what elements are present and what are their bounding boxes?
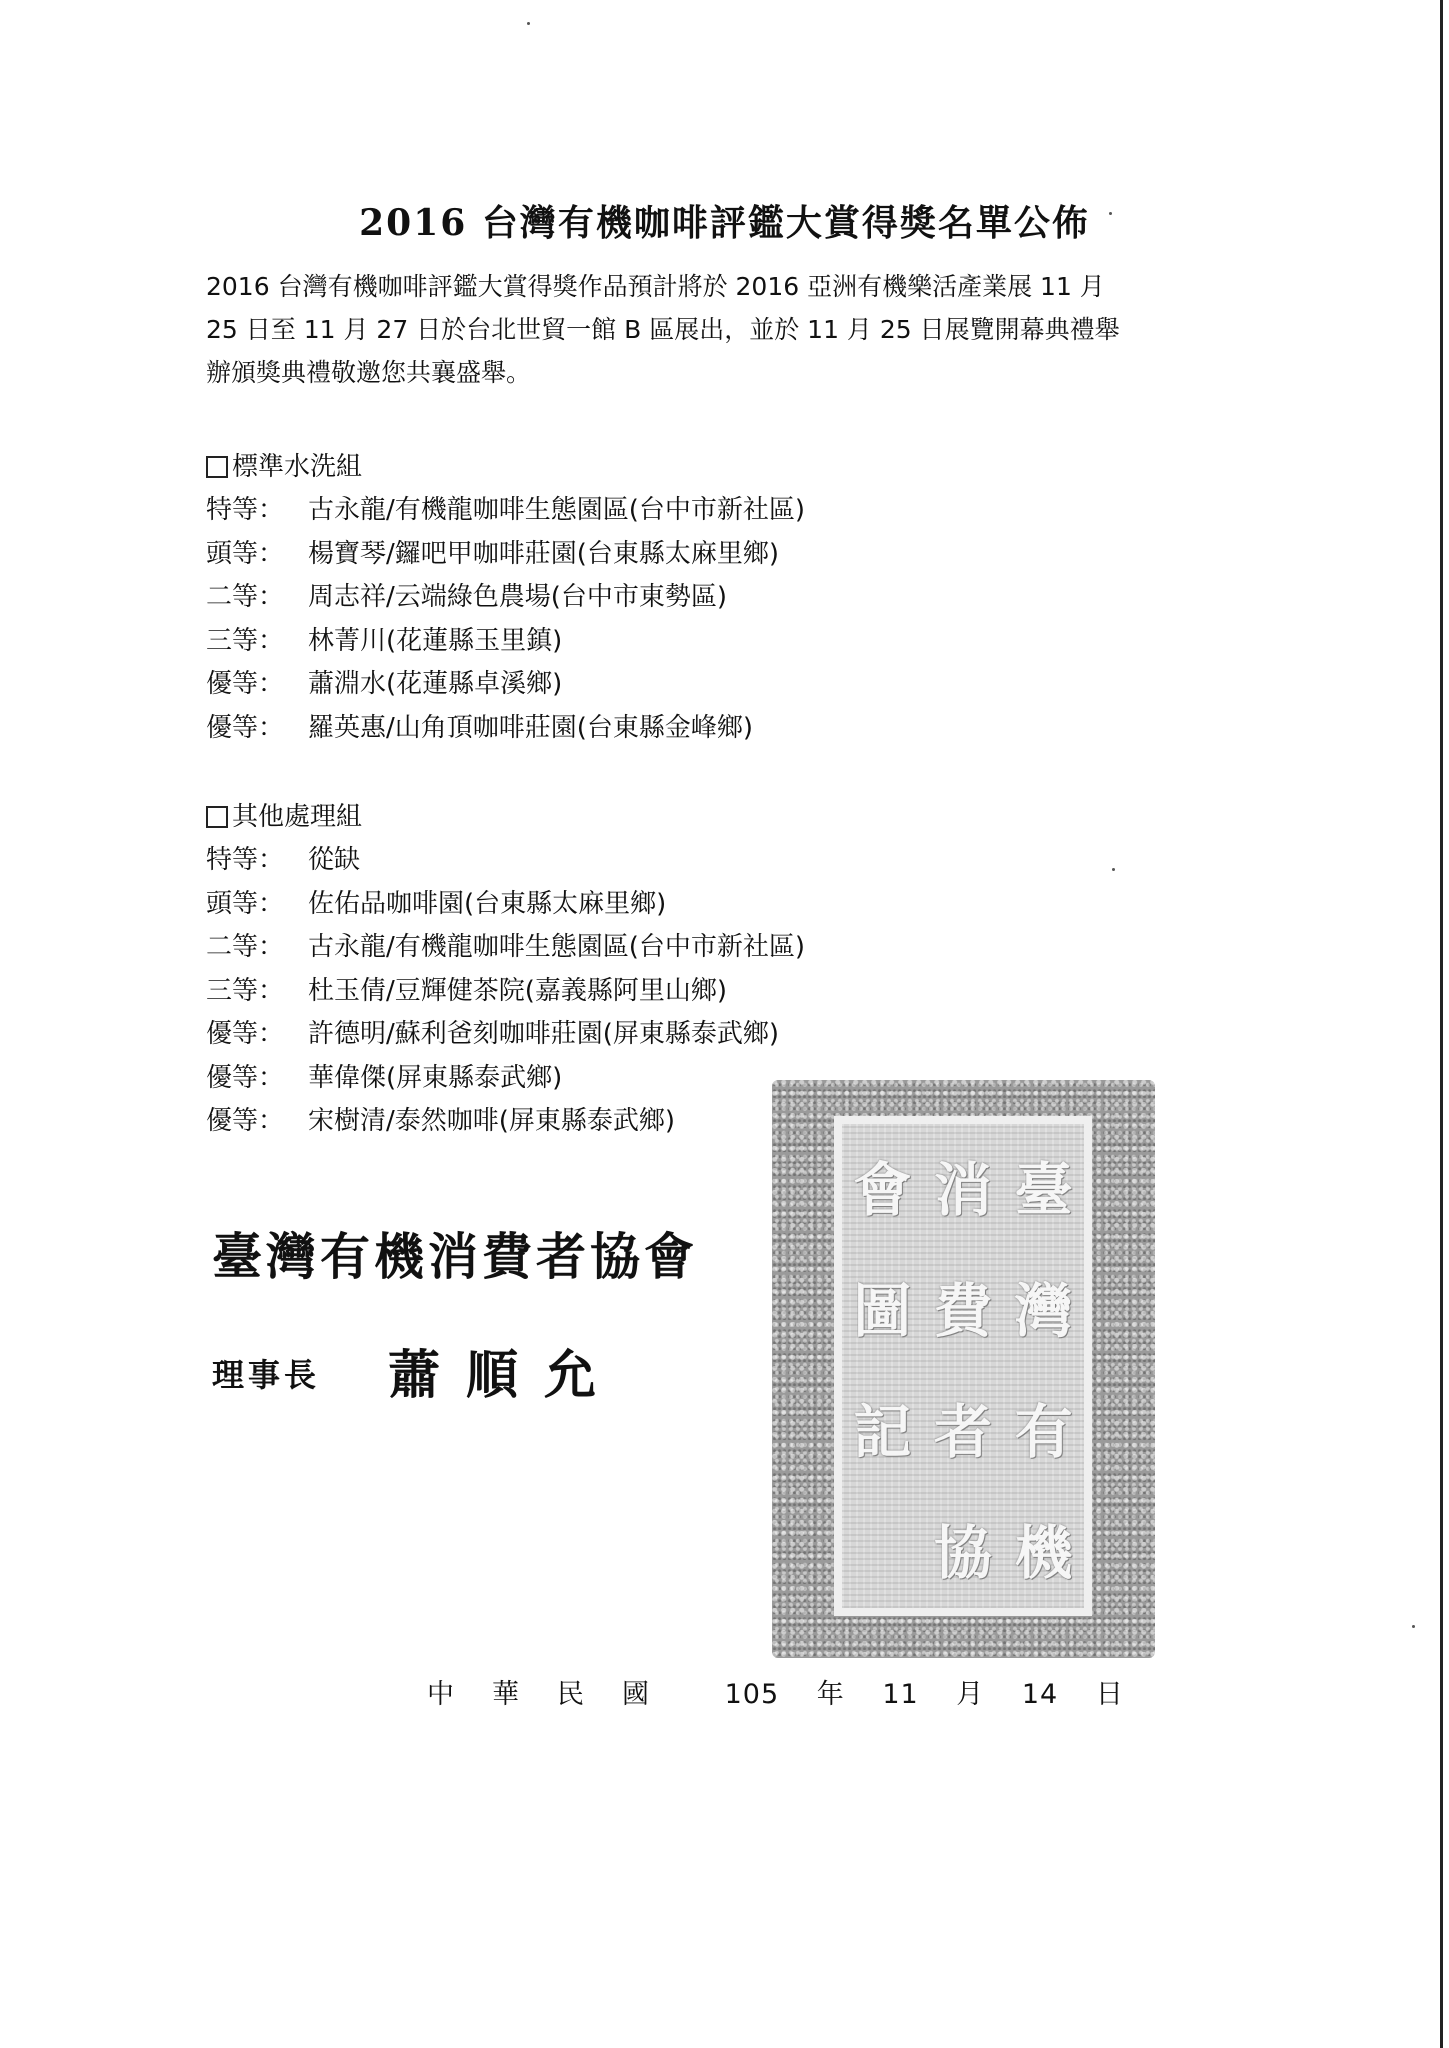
seal-glyph: 費 bbox=[933, 1276, 992, 1345]
seal-glyph: 協 bbox=[933, 1518, 992, 1587]
date-day: 14 bbox=[1021, 1679, 1059, 1710]
award-row bbox=[206, 576, 805, 620]
section-other-processing bbox=[206, 795, 805, 1144]
award-rank: 優等： bbox=[206, 1062, 285, 1093]
award-rank: 三等： bbox=[206, 975, 285, 1006]
award-winner: 羅英惠/山角頂咖啡莊園(台東縣金峰鄉) bbox=[308, 712, 754, 743]
official-seal bbox=[772, 1080, 1155, 1658]
seal-glyph: 機 bbox=[1014, 1518, 1073, 1587]
organization-name: 臺灣有機消費者協會 bbox=[212, 1227, 698, 1286]
scan-speck bbox=[527, 22, 530, 25]
intro-line: 2016 台灣有機咖啡評鑑大賞得獎作品預計將於 2016 亞洲有機樂活產業展 11 月 bbox=[206, 272, 1105, 301]
award-winner: 古永龍/有機龍咖啡生態園區(台中市新社區) bbox=[308, 495, 806, 525]
award-row bbox=[206, 707, 805, 751]
award-row bbox=[206, 839, 805, 883]
award-winner: 杜玉倩/豆輝健茶院(嘉義縣阿里山鄉) bbox=[308, 975, 728, 1006]
award-rank: 二等： bbox=[206, 932, 285, 962]
award-rank: 優等： bbox=[206, 712, 285, 743]
seal-characters bbox=[834, 1116, 1092, 1616]
award-row bbox=[206, 489, 805, 533]
award-rank: 頭等： bbox=[206, 888, 285, 919]
award-winner: 蕭淵水(花蓮縣卓溪鄉) bbox=[308, 669, 563, 699]
intro-paragraph bbox=[206, 265, 1216, 394]
award-winner: 華偉傑(屏東縣泰武鄉) bbox=[308, 1062, 563, 1093]
seal-glyph: 消 bbox=[933, 1155, 992, 1224]
award-row bbox=[206, 1057, 805, 1101]
award-row bbox=[206, 926, 805, 970]
seal-glyph: 會 bbox=[853, 1155, 912, 1224]
award-winner: 許德明/蘇利爸刻咖啡莊園(屏東縣泰武鄉) bbox=[308, 1019, 780, 1049]
award-row bbox=[206, 883, 805, 927]
section-title bbox=[206, 445, 805, 489]
section-title-text: 其他處理組 bbox=[232, 802, 363, 832]
award-row bbox=[206, 970, 805, 1014]
award-rank: 三等： bbox=[206, 625, 285, 656]
award-row bbox=[206, 533, 805, 577]
section-title-text: 標準水洗組 bbox=[232, 452, 363, 482]
award-row bbox=[206, 1100, 805, 1144]
scan-edge bbox=[1440, 0, 1443, 2048]
award-winner: 楊寶琴/鑼吧甲咖啡莊園(台東縣太麻里鄉) bbox=[308, 538, 780, 569]
award-winner: 古永龍/有機龍咖啡生態園區(台中市新社區) bbox=[308, 932, 806, 962]
date-year-unit: 年 bbox=[816, 1679, 845, 1710]
checkbox-icon bbox=[206, 806, 228, 828]
seal-glyph: 臺 bbox=[1014, 1155, 1073, 1224]
date-year: 105 bbox=[724, 1679, 780, 1710]
seal-glyph: 者 bbox=[933, 1397, 992, 1466]
date-era: 中華民國 bbox=[427, 1679, 687, 1710]
issue-date bbox=[427, 1672, 1152, 1711]
award-rank: 特等： bbox=[206, 845, 285, 875]
intro-line: 辦頒獎典禮敬邀您共襄盛舉。 bbox=[206, 358, 532, 387]
section-title bbox=[206, 795, 805, 839]
seal-glyph: 有 bbox=[1014, 1397, 1073, 1466]
award-winner: 宋樹清/泰然咖啡(屏東縣泰武鄉) bbox=[308, 1106, 676, 1136]
page-title: 2016 台灣有機咖啡評鑑大賞得獎名單公佈 bbox=[359, 202, 1090, 244]
award-rank: 優等： bbox=[206, 669, 285, 699]
award-rank: 優等： bbox=[206, 1019, 285, 1049]
award-row bbox=[206, 663, 805, 707]
seal-glyph bbox=[842, 1487, 923, 1608]
chair-name: 蕭順允 bbox=[388, 1345, 623, 1406]
award-rank: 特等： bbox=[206, 495, 285, 525]
date-day-unit: 日 bbox=[1095, 1679, 1124, 1710]
seal-glyph: 灣 bbox=[1014, 1276, 1073, 1345]
award-winner: 從缺 bbox=[308, 845, 361, 875]
award-rank: 優等： bbox=[206, 1106, 285, 1136]
seal-glyph: 記 bbox=[853, 1397, 912, 1466]
intro-line: 25 日至 11 月 27 日於台北世貿一館 B 區展出，並於 11 月 25 日展覽開幕典禮舉 bbox=[206, 315, 1120, 344]
award-winner: 周志祥/云端綠色農場(台中市東勢區) bbox=[308, 582, 728, 612]
award-row bbox=[206, 620, 805, 664]
chair-label: 理事長 bbox=[212, 1356, 321, 1394]
date-month-unit: 月 bbox=[956, 1679, 985, 1710]
scan-speck bbox=[1412, 1625, 1415, 1628]
award-winner: 佐佑品咖啡園(台東縣太麻里鄉) bbox=[308, 888, 667, 919]
award-winner: 林菁川(花蓮縣玉里鎮) bbox=[308, 625, 563, 656]
section-standard-washed bbox=[206, 445, 805, 750]
award-row bbox=[206, 1013, 805, 1057]
award-rank: 二等： bbox=[206, 582, 285, 612]
date-month: 11 bbox=[882, 1679, 919, 1710]
scan-speck bbox=[1112, 868, 1115, 871]
seal-glyph: 圖 bbox=[853, 1276, 912, 1345]
checkbox-icon bbox=[206, 456, 228, 478]
award-rank: 頭等： bbox=[206, 538, 285, 569]
